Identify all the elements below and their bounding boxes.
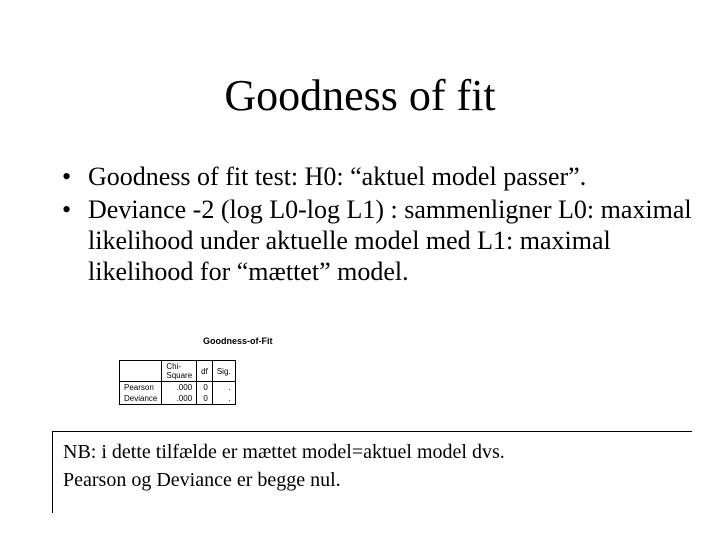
note-line: NB: i dette tilfælde er mættet model=aktuel model dvs. xyxy=(63,441,505,463)
table-cell: . xyxy=(212,382,235,394)
bullet-marker: • xyxy=(62,195,72,224)
table-header-cell: Chi-Square xyxy=(162,361,197,382)
bullet-item xyxy=(62,161,702,192)
table-row xyxy=(120,382,236,394)
table-cell: 0 xyxy=(197,393,213,405)
bullet-item xyxy=(62,194,702,287)
table-header-cell: df xyxy=(197,361,213,382)
note-line: Pearson og Deviance er begge nul. xyxy=(63,469,341,491)
table-cell: 0 xyxy=(197,382,213,394)
table-cell: .000 xyxy=(162,393,197,405)
table-row-label: Pearson xyxy=(120,382,162,394)
table-header-cell: Sig. xyxy=(212,361,235,382)
bullet-marker: • xyxy=(62,162,72,191)
bullet-list xyxy=(62,161,702,287)
note-box xyxy=(52,431,692,513)
bullet-text: Deviance -2 (log L0-log L1) : sammenligner L0: maximal likelihood under aktuelle model med L1: maximal likelihood for “mættet” model. xyxy=(88,195,692,286)
slide-title: Goodness of fit xyxy=(224,71,496,120)
table-header-cell xyxy=(120,361,162,382)
table-row-label: Deviance xyxy=(120,393,162,405)
table-cell: . xyxy=(212,393,235,405)
bullet-text: Goodness of fit test: H0: “aktuel model passer”. xyxy=(88,162,587,191)
gof-table-grid xyxy=(119,360,236,405)
table-header-row xyxy=(120,361,236,382)
table-title: Goodness-of-Fit xyxy=(203,336,273,346)
table-cell: .000 xyxy=(162,382,197,394)
table-row xyxy=(120,393,236,405)
